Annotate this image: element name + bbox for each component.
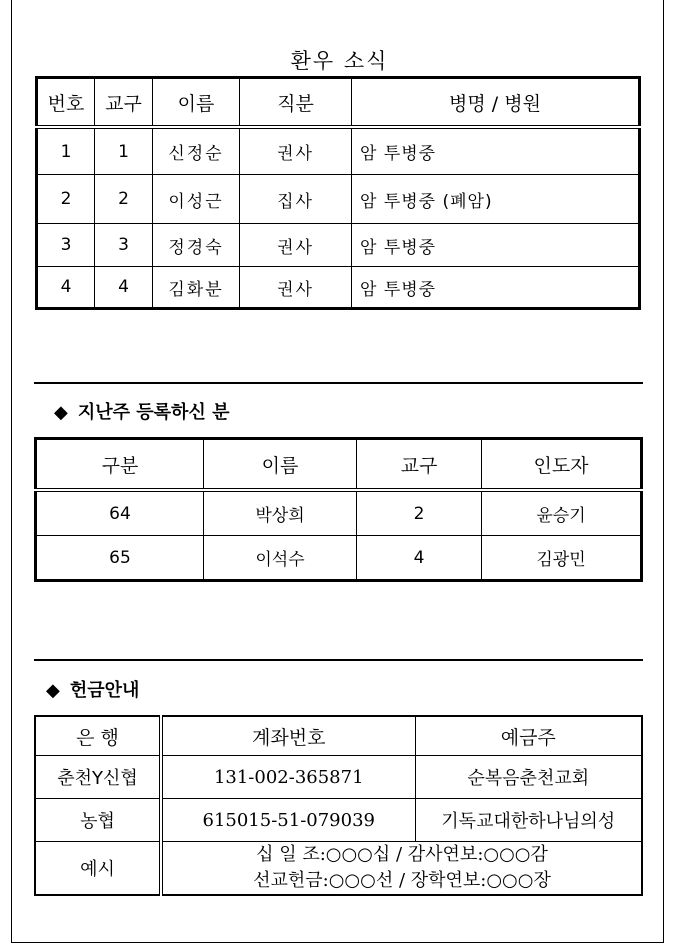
table-row xyxy=(36,490,642,536)
cell-illness: 암 투병중 xyxy=(352,127,640,175)
example-line-2: 선교헌금:○○○선 / 장학연보:○○○장 xyxy=(253,870,551,891)
offering-table xyxy=(34,715,643,896)
header-name: 이름 xyxy=(153,78,240,128)
cell-bank: 춘천Y신협 xyxy=(35,756,161,799)
header-illness: 병명 / 병원 xyxy=(352,78,640,128)
cell-name: 이성근 xyxy=(153,175,240,224)
cell-illness: 암 투병중 xyxy=(352,267,640,309)
header-guide: 인도자 xyxy=(482,439,642,491)
table-header-row xyxy=(35,716,642,756)
table-row xyxy=(35,799,642,842)
cell-number: 4 xyxy=(37,267,95,309)
cell-name: 박상희 xyxy=(204,490,357,536)
cell-category: 65 xyxy=(36,536,204,581)
cell-name: 김화분 xyxy=(153,267,240,309)
section-divider xyxy=(34,659,643,661)
diamond-bullet-icon: ◆ xyxy=(46,680,60,701)
table-row xyxy=(36,536,642,581)
table-row xyxy=(37,127,640,175)
header-name: 이름 xyxy=(204,439,357,491)
table-row xyxy=(35,756,642,799)
header-district: 교구 xyxy=(95,78,153,128)
cell-name: 이석수 xyxy=(204,536,357,581)
registration-heading xyxy=(54,398,229,424)
example-line-1: 십 일 조:○○○십 / 감사연보:○○○감 xyxy=(256,844,548,865)
cell-title: 권사 xyxy=(240,267,352,309)
cell-name: 정경숙 xyxy=(153,224,240,267)
cell-district: 2 xyxy=(357,490,482,536)
table-header-row xyxy=(36,439,642,491)
table-row xyxy=(37,224,640,267)
section-divider xyxy=(34,382,643,384)
patients-title: 환우 소식 xyxy=(290,49,389,73)
header-title: 직분 xyxy=(240,78,352,128)
cell-holder: 순복음춘천교회 xyxy=(415,756,642,799)
cell-illness: 암 투병중 (폐암) xyxy=(352,175,640,224)
offering-heading xyxy=(46,676,139,702)
cell-number: 3 xyxy=(37,224,95,267)
table-header-row xyxy=(37,78,640,128)
cell-account: 131-002-365871 xyxy=(161,756,415,799)
cell-district: 4 xyxy=(357,536,482,581)
header-district: 교구 xyxy=(357,439,482,491)
header-category: 구분 xyxy=(36,439,204,491)
header-bank: 은 행 xyxy=(35,716,161,756)
cell-title: 권사 xyxy=(240,224,352,267)
offering-heading-text: 헌금안내 xyxy=(69,680,140,701)
header-number: 번호 xyxy=(37,78,95,128)
cell-title: 집사 xyxy=(240,175,352,224)
cell-district: 3 xyxy=(95,224,153,267)
cell-example xyxy=(161,842,642,896)
cell-illness: 암 투병중 xyxy=(352,224,640,267)
registration-heading-text: 지난주 등록하신 분 xyxy=(77,402,230,423)
cell-number: 2 xyxy=(37,175,95,224)
cell-example-label: 예시 xyxy=(35,842,161,896)
registration-table xyxy=(34,437,643,582)
cell-guide: 김광민 xyxy=(482,536,642,581)
patients-table xyxy=(35,76,641,310)
cell-district: 4 xyxy=(95,267,153,309)
cell-title: 권사 xyxy=(240,127,352,175)
table-row xyxy=(37,267,640,309)
cell-category: 64 xyxy=(36,490,204,536)
table-row xyxy=(35,842,642,896)
diamond-bullet-icon: ◆ xyxy=(54,402,68,423)
cell-account: 615015-51-079039 xyxy=(161,799,415,842)
cell-bank: 농협 xyxy=(35,799,161,842)
cell-name: 신정순 xyxy=(153,127,240,175)
cell-district: 2 xyxy=(95,175,153,224)
cell-guide: 윤승기 xyxy=(482,490,642,536)
cell-holder: 기독교대한하나님의성 xyxy=(415,799,642,842)
table-row xyxy=(37,175,640,224)
cell-district: 1 xyxy=(95,127,153,175)
header-account: 계좌번호 xyxy=(161,716,415,756)
header-holder: 예금주 xyxy=(415,716,642,756)
cell-number: 1 xyxy=(37,127,95,175)
